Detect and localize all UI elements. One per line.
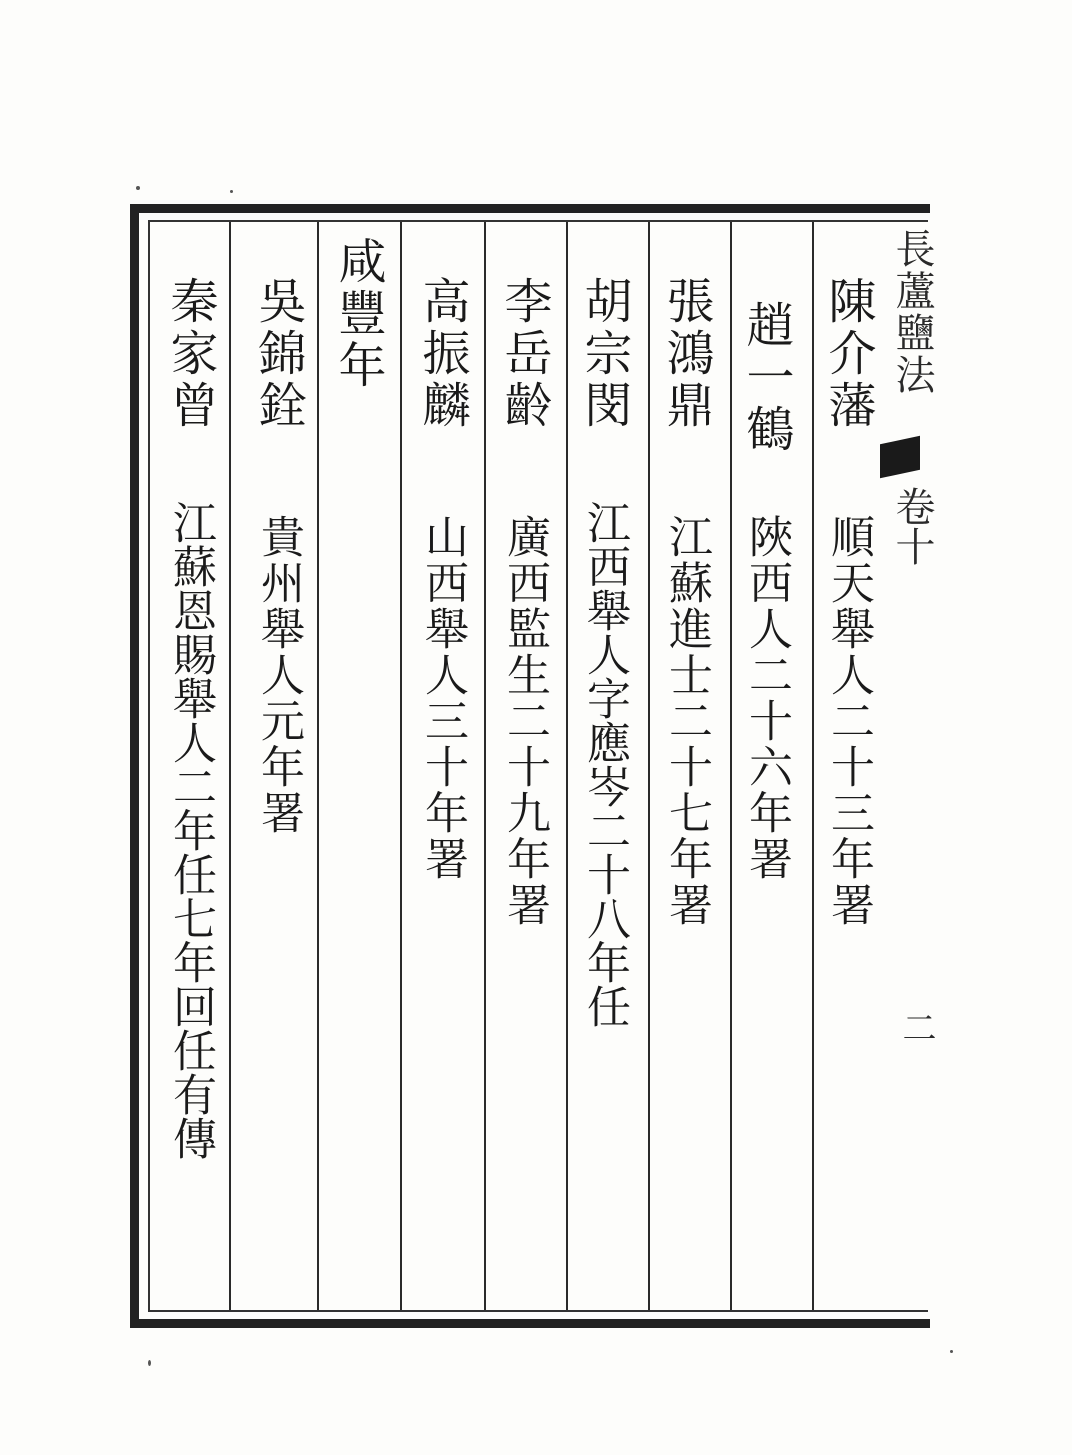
column-rule <box>566 222 568 1310</box>
column-rule <box>484 222 486 1310</box>
entry-detail: 廣西監生二十九年署 <box>499 514 550 928</box>
column-rule <box>648 222 650 1310</box>
column-rule <box>730 222 732 1310</box>
entry-detail: 貴州舉人元年署 <box>253 514 304 836</box>
paper-speck <box>148 1360 151 1366</box>
entry-name: 趙一鶴 <box>738 300 794 456</box>
entry-detail: 江蘇進士二十七年署 <box>661 514 712 928</box>
entry-detail: 江西舉人字應岑二十八年任 <box>579 500 630 1028</box>
entry-name: 高振麟 <box>414 276 470 432</box>
entry-detail: 陜西人二十六年署 <box>741 514 792 882</box>
column-rule <box>229 222 231 1310</box>
entry-detail: 江蘇恩賜舉人二年任七年回任有傳 <box>165 500 216 1160</box>
entry-name: 陳介藩 <box>820 276 876 432</box>
entry-name: 胡宗閔 <box>576 276 632 432</box>
paper-speck <box>136 186 140 190</box>
column-rule <box>812 222 814 1310</box>
margin-volume: 卷十 <box>889 486 935 566</box>
entry-name: 秦家曾 <box>162 276 218 432</box>
paper-speck <box>950 1350 953 1353</box>
entry-name: 李岳齡 <box>496 276 552 432</box>
column-rule <box>400 222 402 1310</box>
reign-heading: 咸豐年 <box>330 236 386 392</box>
entry-detail: 順天舉人二十三年署 <box>823 514 874 928</box>
paper-speck <box>230 190 233 193</box>
folio-number: 二 <box>896 1010 936 1044</box>
entry-name: 張鴻鼎 <box>658 276 714 432</box>
entry-detail: 山西舉人三十年署 <box>417 514 468 882</box>
margin-book-title: 長蘆鹽法 <box>889 228 935 396</box>
entry-name: 吳錦銓 <box>250 276 306 432</box>
column-rule <box>317 222 319 1310</box>
